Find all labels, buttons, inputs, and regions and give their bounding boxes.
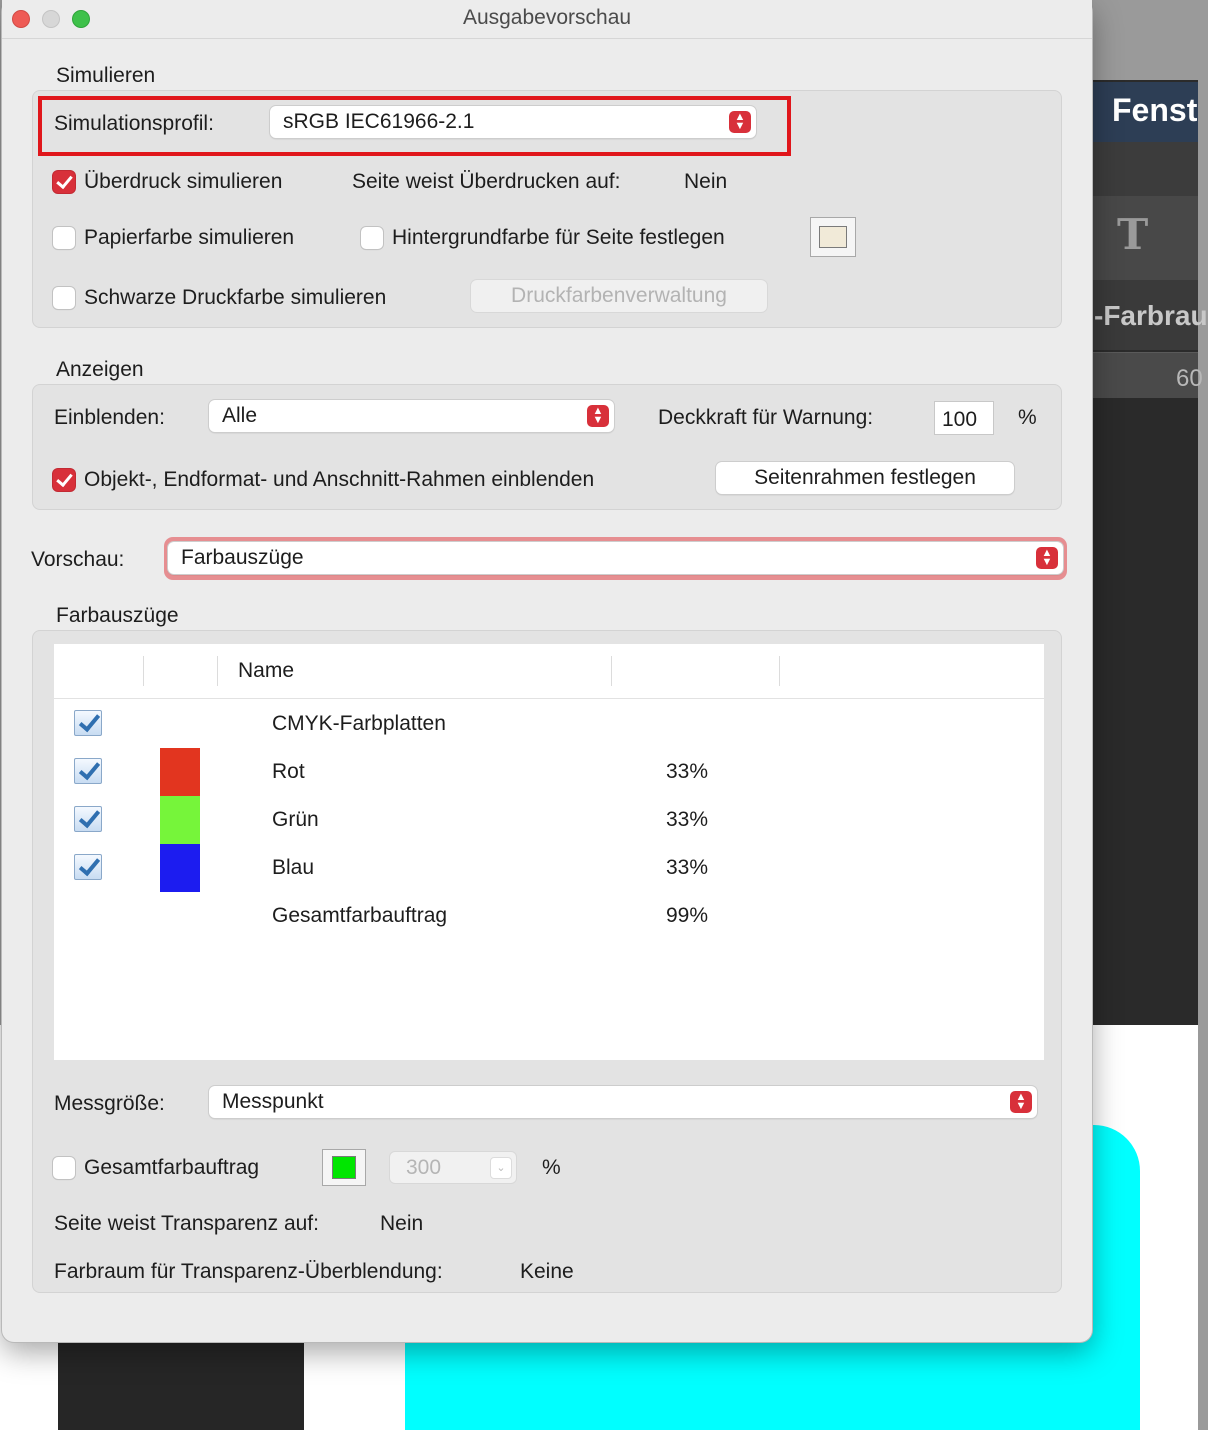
preview-label: Vorschau: [31,548,125,571]
total-coverage-swatch[interactable] [322,1149,366,1186]
show-value: Alle [222,404,258,427]
separation-name: CMYK-Farbplatten [272,712,446,735]
separation-name: Grün [272,808,319,831]
background-header-text: Fenst [1112,92,1198,128]
overprint-label[interactable]: Überdruck simulieren [84,170,283,193]
separation-row-blue[interactable] [54,844,1044,892]
window-title: Ausgabevorschau [462,6,632,29]
sample-size-value: Messpunkt [222,1090,324,1113]
background-color-checkbox[interactable] [361,227,383,249]
separation-row-cmyk[interactable] [54,700,1044,748]
separations-section-title: Farbauszüge [56,604,179,627]
background-panel-label [1092,280,1208,350]
page-overprint-value: Nein [684,170,728,193]
column-separator [143,656,144,686]
select-stepper-icon: ▲ ▼ [1036,547,1058,569]
background-black-shape [58,1340,304,1430]
separation-row-green[interactable] [54,796,1044,844]
show-select[interactable] [209,400,614,432]
preview-value: Farbauszüge [181,546,304,569]
column-name-header[interactable]: Name [238,659,295,682]
select-stepper-icon: ▲ ▼ [587,405,609,427]
separation-row-total [54,892,1044,940]
blend-space-value: Keine [520,1260,574,1283]
separation-visibility-checkbox[interactable] [74,710,102,736]
background-text-tool[interactable] [1092,196,1198,280]
transparency-label: Seite weist Transparenz auf: [54,1212,319,1235]
background-color-label[interactable]: Hintergrundfarbe für Seite festlegen [392,226,725,249]
separation-row-red[interactable] [54,748,1044,796]
warning-opacity-label: Deckkraft für Warnung: [658,406,874,429]
title-bar[interactable] [2,0,1092,39]
select-stepper-icon: ▲ ▼ [1010,1091,1032,1113]
highlight-annotation-frame [38,96,791,156]
simulate-section-title: Simulieren [56,64,156,87]
simulation-profile-value: sRGB IEC61966-2.1 [283,110,475,133]
column-separator [611,656,612,686]
separation-name: Blau [272,856,315,879]
page-overprint-label: Seite weist Überdrucken auf: [352,170,621,193]
total-coverage-combo[interactable] [389,1151,517,1184]
separation-color-swatch [160,748,200,796]
display-section-title: Anzeigen [56,358,144,381]
overprint-checkbox[interactable] [53,171,75,193]
background-app-strip [1092,142,1198,196]
frames-label[interactable]: Objekt-, Endformat- und Anschnitt-Rahmen einblenden [84,468,595,491]
simulation-profile-label: Simulationsprofil: [54,112,214,135]
separation-visibility-checkbox[interactable] [74,854,102,880]
separation-coverage: 33% [666,808,709,831]
background-app-header [1092,82,1198,142]
background-color-swatch-fill [819,226,847,248]
black-ink-label[interactable]: Schwarze Druckfarbe simulieren [84,286,387,309]
background-ruler [1092,352,1203,399]
black-ink-checkbox[interactable] [53,287,75,309]
separation-coverage: 33% [666,760,709,783]
ruler-number: 60 [1176,365,1203,392]
transparency-value: Nein [380,1212,424,1235]
background-color-swatch[interactable] [810,217,856,257]
separation-color-swatch [160,796,200,844]
column-separator [779,656,780,686]
table-header [54,644,1044,699]
total-coverage-checkbox[interactable] [53,1157,75,1179]
separation-coverage: 99% [666,904,709,927]
separation-name: Gesamtfarbauftrag [272,904,448,927]
select-stepper-icon: ▲ ▼ [729,111,751,133]
page-boxes-button[interactable]: Seitenrahmen festlegen [716,462,1014,494]
show-label: Einblenden: [54,406,165,429]
warning-opacity-percent: % [1018,406,1037,429]
frames-checkbox[interactable] [53,469,75,491]
chevron-down-icon: ⌄ [490,1157,512,1179]
background-pasteboard [1092,398,1198,1025]
total-coverage-swatch-fill [332,1156,356,1179]
separation-color-swatch [160,844,200,892]
total-coverage-unit: % [542,1156,561,1179]
paper-color-checkbox[interactable] [53,227,75,249]
paper-color-label[interactable]: Papierfarbe simulieren [84,226,295,249]
output-preview-dialog [2,0,1092,1342]
separation-visibility-checkbox[interactable] [74,758,102,784]
sample-size-label: Messgröße: [54,1092,165,1115]
sample-size-select[interactable] [209,1086,1037,1118]
blend-space-label: Farbraum für Transparenz-Überblendung: [54,1260,443,1283]
separations-table [54,644,1044,1060]
text-tool-icon: T [1117,210,1149,259]
total-coverage-value: 300 [406,1156,442,1179]
column-separator [217,656,218,686]
total-coverage-label[interactable]: Gesamtfarbauftrag [84,1156,260,1179]
ink-manager-button[interactable]: Druckfarbenverwaltung [471,280,767,312]
preview-select[interactable] [168,542,1063,574]
background-panel-label-text: -Farbrau [1094,300,1208,331]
separation-coverage: 33% [666,856,709,879]
separation-name: Rot [272,760,305,783]
warning-opacity-input[interactable]: 100 [934,401,994,435]
separation-visibility-checkbox[interactable] [74,806,102,832]
